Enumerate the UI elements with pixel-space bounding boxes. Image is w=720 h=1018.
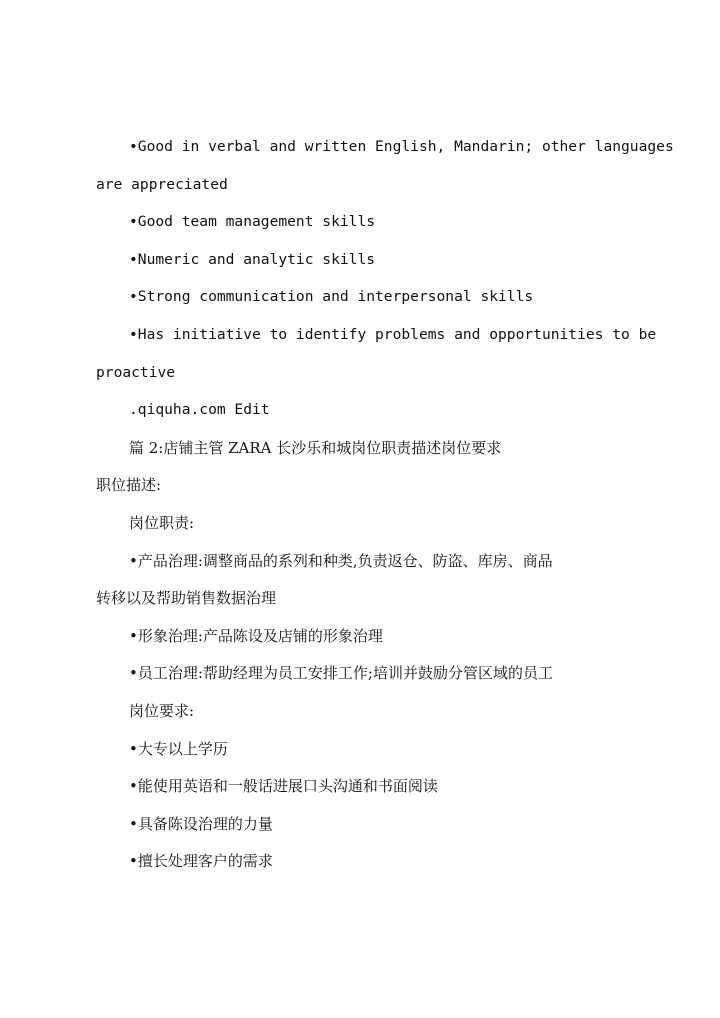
bullet-education: •大专以上学历 [129, 739, 228, 758]
responsibilities-heading: 岗位职责: [129, 513, 195, 532]
bullet-image-management: •形象治理:产品陈设及店铺的形象治理 [129, 626, 383, 645]
requirements-heading: 岗位要求: [129, 701, 195, 720]
bullet-initiative: •Has initiative to identify problems and opportunities to be [129, 325, 657, 343]
section-title: 篇 2:店铺主管 ZARA 长沙乐和城岗位职责描述岗位要求 [129, 438, 502, 457]
bullet-numeric-analytic: •Numeric and analytic skills [129, 250, 376, 268]
bullet-display-management: •具备陈设治理的力量 [129, 814, 273, 833]
paragraph-line-languages-continued: are appreciated [96, 175, 228, 193]
bullet-product-management: •产品治理:调整商品的系列和种类,负责返仓、防盗、库房、商品 [129, 551, 553, 570]
bullet-customer-needs: •擅长处理客户的需求 [129, 852, 273, 871]
document-body [96, 134, 674, 886]
bullet-staff-management: •员工治理:帮助经理为员工安排工作;培训并鼓励分管区域的员工 [129, 664, 553, 683]
bullet-product-management-continued: 转移以及帮助销售数据治理 [96, 589, 277, 608]
job-description-heading: 职位描述: [96, 476, 162, 495]
paragraph-line-languages: •Good in verbal and written English, Mandarin; other languages [129, 138, 674, 155]
bullet-initiative-continued: proactive [96, 363, 176, 381]
bullet-communication: •Strong communication and interpersonal skills [129, 288, 534, 306]
bullet-team-management: •Good team management skills [129, 213, 376, 231]
bullet-language-ability: •能使用英语和一般话进展口头沟通和书面阅读 [129, 777, 438, 796]
source-edit-line: .qiquha.com Edit [129, 401, 270, 419]
